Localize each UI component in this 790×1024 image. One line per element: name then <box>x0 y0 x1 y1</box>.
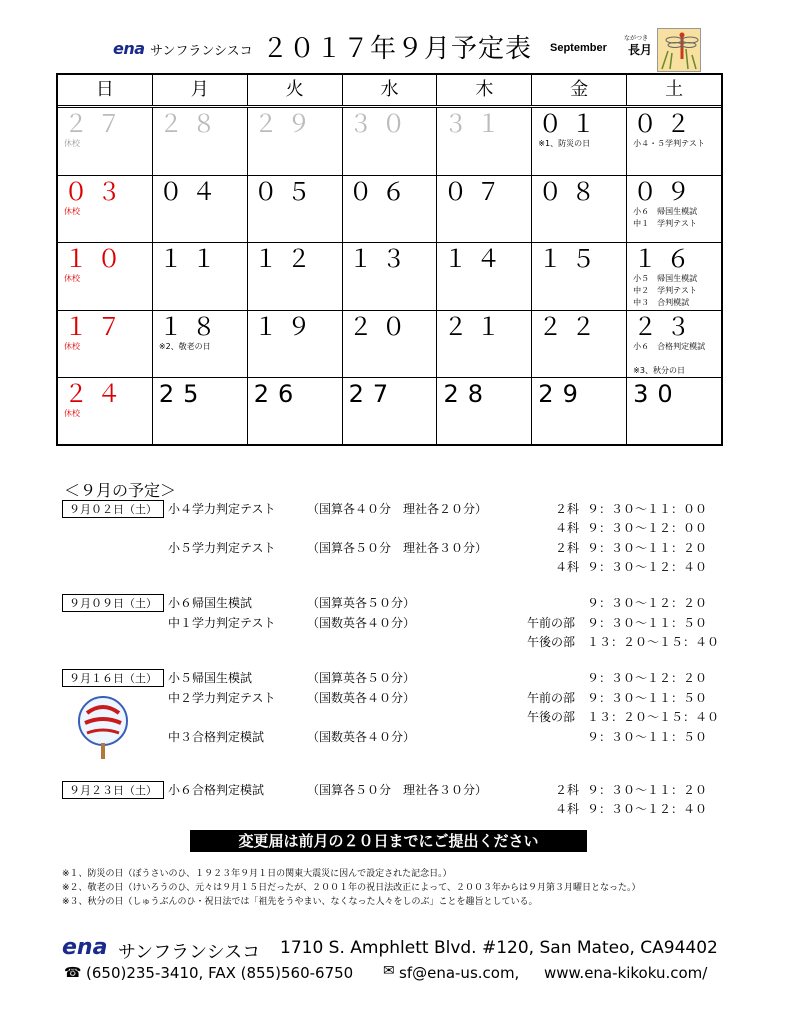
exam-time: １３：２０～１５：４０ <box>587 635 720 649</box>
exam-session: 午前の部 <box>527 691 576 705</box>
day-number: ０６ <box>348 177 415 206</box>
exam-name: 小５帰国生模試 <box>168 671 253 685</box>
calendar-day <box>627 311 721 378</box>
day-number: ０４ <box>158 177 225 206</box>
exam-date: ９月０９日（土） <box>62 594 164 612</box>
exam-subjects: （国数英各４０分） <box>307 616 416 630</box>
calendar-day <box>153 108 248 175</box>
calendar-day <box>532 311 627 378</box>
exam-time: ９：３０～１２：２０ <box>587 671 708 685</box>
exam-name: 小６帰国生模試 <box>168 596 253 610</box>
calendar-day <box>343 176 438 243</box>
exam-session: ２科 <box>555 541 580 555</box>
calendar-week <box>58 243 721 311</box>
day-number: ３１ <box>443 110 510 138</box>
calendar-day <box>248 108 343 175</box>
exam-subjects: （国数英各４０分） <box>307 730 416 744</box>
day-note: 小５ 帰国生模試 <box>633 274 698 284</box>
footer-address: 1710 S. Amphlett Blvd. #120, San Mateo, CA94402 <box>280 938 718 958</box>
page-title: ２０１７年９月予定表 <box>262 34 533 64</box>
day-number: １８ <box>158 312 225 341</box>
day-number: 25 <box>158 380 208 409</box>
month-english: September <box>550 42 607 54</box>
calendar-day <box>153 243 248 310</box>
exam-time: ９：３０～１２：００ <box>587 521 708 535</box>
footer-phone: (650)235-3410, FAX (855)560-6750 <box>86 964 354 982</box>
day-number: ２４ <box>64 380 130 409</box>
footer-ena-logo: ena <box>62 935 108 960</box>
day-number: 29 <box>538 380 587 409</box>
day-number: ０８ <box>538 177 605 206</box>
exam-session: ２科 <box>555 502 580 516</box>
day-number: ２９ <box>253 110 320 138</box>
day-number: １５ <box>538 245 605 274</box>
day-number: ０３ <box>64 177 130 206</box>
exam-date: ９月２３日（土） <box>62 781 164 799</box>
calendar-day <box>58 176 153 243</box>
calendar-day <box>627 176 721 243</box>
uchiwa-icon <box>73 695 133 760</box>
calendar-day <box>248 243 343 310</box>
calendar-day <box>627 108 721 175</box>
month-japanese-reading: ながつき <box>624 35 649 42</box>
exam-time: １３：２０～１５：４０ <box>587 710 720 724</box>
weekday-label: 月 <box>153 75 248 105</box>
exam-time: ９：３０～１１：２０ <box>587 783 708 797</box>
calendar-day <box>343 243 438 310</box>
exam-subjects: （国算英各５０分） <box>307 671 416 685</box>
exam-time: ９：３０～１１：５０ <box>587 691 708 705</box>
day-number: １１ <box>158 245 225 274</box>
day-number: １２ <box>253 245 320 274</box>
day-note: 小６ 合格判定模試 <box>633 341 706 351</box>
day-note: 休校 <box>64 206 80 216</box>
day-note: 小６ 帰国生模試 <box>633 206 698 216</box>
exam-date: ９月１６日（土） <box>62 669 164 687</box>
day-number: 26 <box>253 380 303 409</box>
calendar-day <box>532 378 627 445</box>
day-number: １０ <box>64 245 130 274</box>
calendar-body <box>58 108 721 445</box>
day-note: 休校 <box>64 409 80 419</box>
day-number: ０７ <box>443 177 510 206</box>
day-number: ２８ <box>158 110 225 138</box>
calendar-day <box>437 176 532 243</box>
weekday-label: 火 <box>248 75 343 105</box>
calendar-week <box>58 378 721 445</box>
footnote: ※２、敬老の日（けいろうのひ、元々は９月１５日だったが、２００１年の祝日法改正によって、２００３年からは９月第３月曜日となった。） <box>62 883 641 893</box>
weekday-label: 金 <box>532 75 627 105</box>
exam-name: 中３合格判定模試 <box>168 730 265 744</box>
calendar-week <box>58 176 721 244</box>
footer-school-name: サンフランシスコ <box>118 942 261 963</box>
weekday-label: 土 <box>665 79 684 100</box>
weekday-header <box>58 75 721 108</box>
notice-banner: 変更届は前月の２０日までにご提出ください <box>190 830 587 852</box>
exam-name: 小４学力判定テスト <box>168 502 276 516</box>
calendar-week <box>58 311 721 379</box>
day-note <box>633 353 721 365</box>
schedule-title: ＜９月の予定＞ <box>64 481 177 500</box>
calendar-day <box>58 243 153 310</box>
day-note: ※1、防災の日 <box>538 139 591 148</box>
day-note: 中２ 学判テスト <box>633 286 697 296</box>
month-japanese: 長月 <box>628 43 653 57</box>
exam-time: ９：３０～１２：４０ <box>587 802 708 816</box>
calendar-day <box>437 378 532 445</box>
exam-session: 午後の部 <box>527 635 576 649</box>
festival-fan-illustration <box>73 695 133 760</box>
day-note: 休校 <box>64 274 80 284</box>
day-note: ※2、敬老の日 <box>158 341 211 351</box>
day-number: ０９ <box>633 177 700 206</box>
exam-time: ９：３０～１２：２０ <box>587 596 708 610</box>
calendar-day <box>153 311 248 378</box>
footer-website[interactable]: www.ena-kikoku.com/ <box>544 964 708 982</box>
day-number: 27 <box>348 380 398 409</box>
day-number: ０２ <box>633 110 700 138</box>
exam-name: 小５学力判定テスト <box>168 541 276 555</box>
day-number: ２３ <box>633 312 700 341</box>
footnote: ※３、秋分の日（しゅうぶんのひ・祝日法では「祖先をうやまい、なくなった人々をしのぶ」ことを趣旨としている。 <box>62 897 538 907</box>
exam-subjects: （国算各５０分 理社各３０分） <box>307 783 488 797</box>
calendar-day <box>153 176 248 243</box>
day-note: 中１ 学判テスト <box>633 218 697 228</box>
exam-name: 中２学力判定テスト <box>168 691 276 705</box>
day-number: ２０ <box>348 312 415 341</box>
dragonfly-icon <box>658 29 700 71</box>
footnote: ※１、防災の日（ぼうさいのひ、１９２３年９月１日の関東大震災に因んで設定された記念日。） <box>62 869 452 879</box>
exam-session: ４科 <box>555 802 580 816</box>
exam-date: ９月０２日（土） <box>62 500 164 518</box>
calendar-day <box>248 311 343 378</box>
exam-time: ９：３０～１２：４０ <box>587 560 708 574</box>
exam-session: 午後の部 <box>527 710 576 724</box>
dragonfly-illustration <box>657 28 701 72</box>
exam-time: ９：３０～１１：５０ <box>587 616 708 630</box>
calendar-day <box>343 378 438 445</box>
calendar-day <box>248 378 343 445</box>
calendar-day <box>627 243 721 310</box>
exam-subjects: （国算各５０分 理社各３０分） <box>307 541 488 555</box>
exam-time: ９：３０～１１：００ <box>587 502 708 516</box>
day-note: 休校 <box>64 341 80 351</box>
calendar-day <box>437 108 532 175</box>
day-number: 30 <box>633 380 682 409</box>
day-number: ０１ <box>538 110 605 138</box>
calendar-day <box>532 243 627 310</box>
day-number: １７ <box>64 312 130 341</box>
day-number: ２１ <box>443 312 510 341</box>
ena-logo: ena <box>113 39 145 58</box>
calendar-week <box>58 108 721 176</box>
exam-session: ４科 <box>555 560 580 574</box>
calendar-day <box>437 311 532 378</box>
school-name: サンフランシスコ <box>150 44 253 59</box>
calendar-day <box>532 108 627 175</box>
weekday-label: 日 <box>58 75 153 105</box>
exam-name: 小６合格判定模試 <box>168 783 265 797</box>
calendar-grid <box>56 73 723 446</box>
footer-email[interactable]: sf@ena-us.com, <box>399 964 520 982</box>
day-number: ２２ <box>538 312 605 341</box>
exam-time: ９：３０～１１：２０ <box>587 541 708 555</box>
calendar-day <box>58 378 153 445</box>
exam-subjects: （国算各４０分 理社各２０分） <box>307 502 488 516</box>
exam-subjects: （国数英各４０分） <box>307 691 416 705</box>
weekday-label: 木 <box>437 75 532 105</box>
day-number: １６ <box>633 245 700 274</box>
day-number: １４ <box>443 245 510 274</box>
day-number: ０５ <box>253 177 320 206</box>
day-number: ３０ <box>348 110 415 138</box>
calendar-day <box>343 311 438 378</box>
day-number: 28 <box>443 380 492 409</box>
calendar-day <box>532 176 627 243</box>
day-number: ２７ <box>64 110 130 138</box>
day-note: 小４・５学判テスト <box>633 139 705 148</box>
calendar-day <box>248 176 343 243</box>
day-number: １３ <box>348 245 415 274</box>
day-note: 休校 <box>64 139 80 148</box>
phone-icon: ☎ <box>64 965 82 981</box>
day-note: ※3、秋分の日 <box>633 365 685 375</box>
exam-name: 中１学力判定テスト <box>168 616 276 630</box>
day-note: 中３ 合判模試 <box>633 298 690 308</box>
exam-subjects: （国算英各５０分） <box>307 596 416 610</box>
exam-session: 午前の部 <box>527 616 576 630</box>
exam-time: ９：３０～１１：５０ <box>587 730 708 744</box>
calendar-day <box>58 311 153 378</box>
exam-session: ４科 <box>555 521 580 535</box>
day-number: １９ <box>253 312 320 341</box>
calendar-day <box>153 378 248 445</box>
calendar-day <box>58 108 153 175</box>
weekday-label: 水 <box>343 75 438 105</box>
calendar-day <box>437 243 532 310</box>
calendar-day <box>627 378 721 445</box>
mail-icon: ✉ <box>383 963 395 979</box>
calendar-day <box>343 108 438 175</box>
exam-session: ２科 <box>555 783 580 797</box>
